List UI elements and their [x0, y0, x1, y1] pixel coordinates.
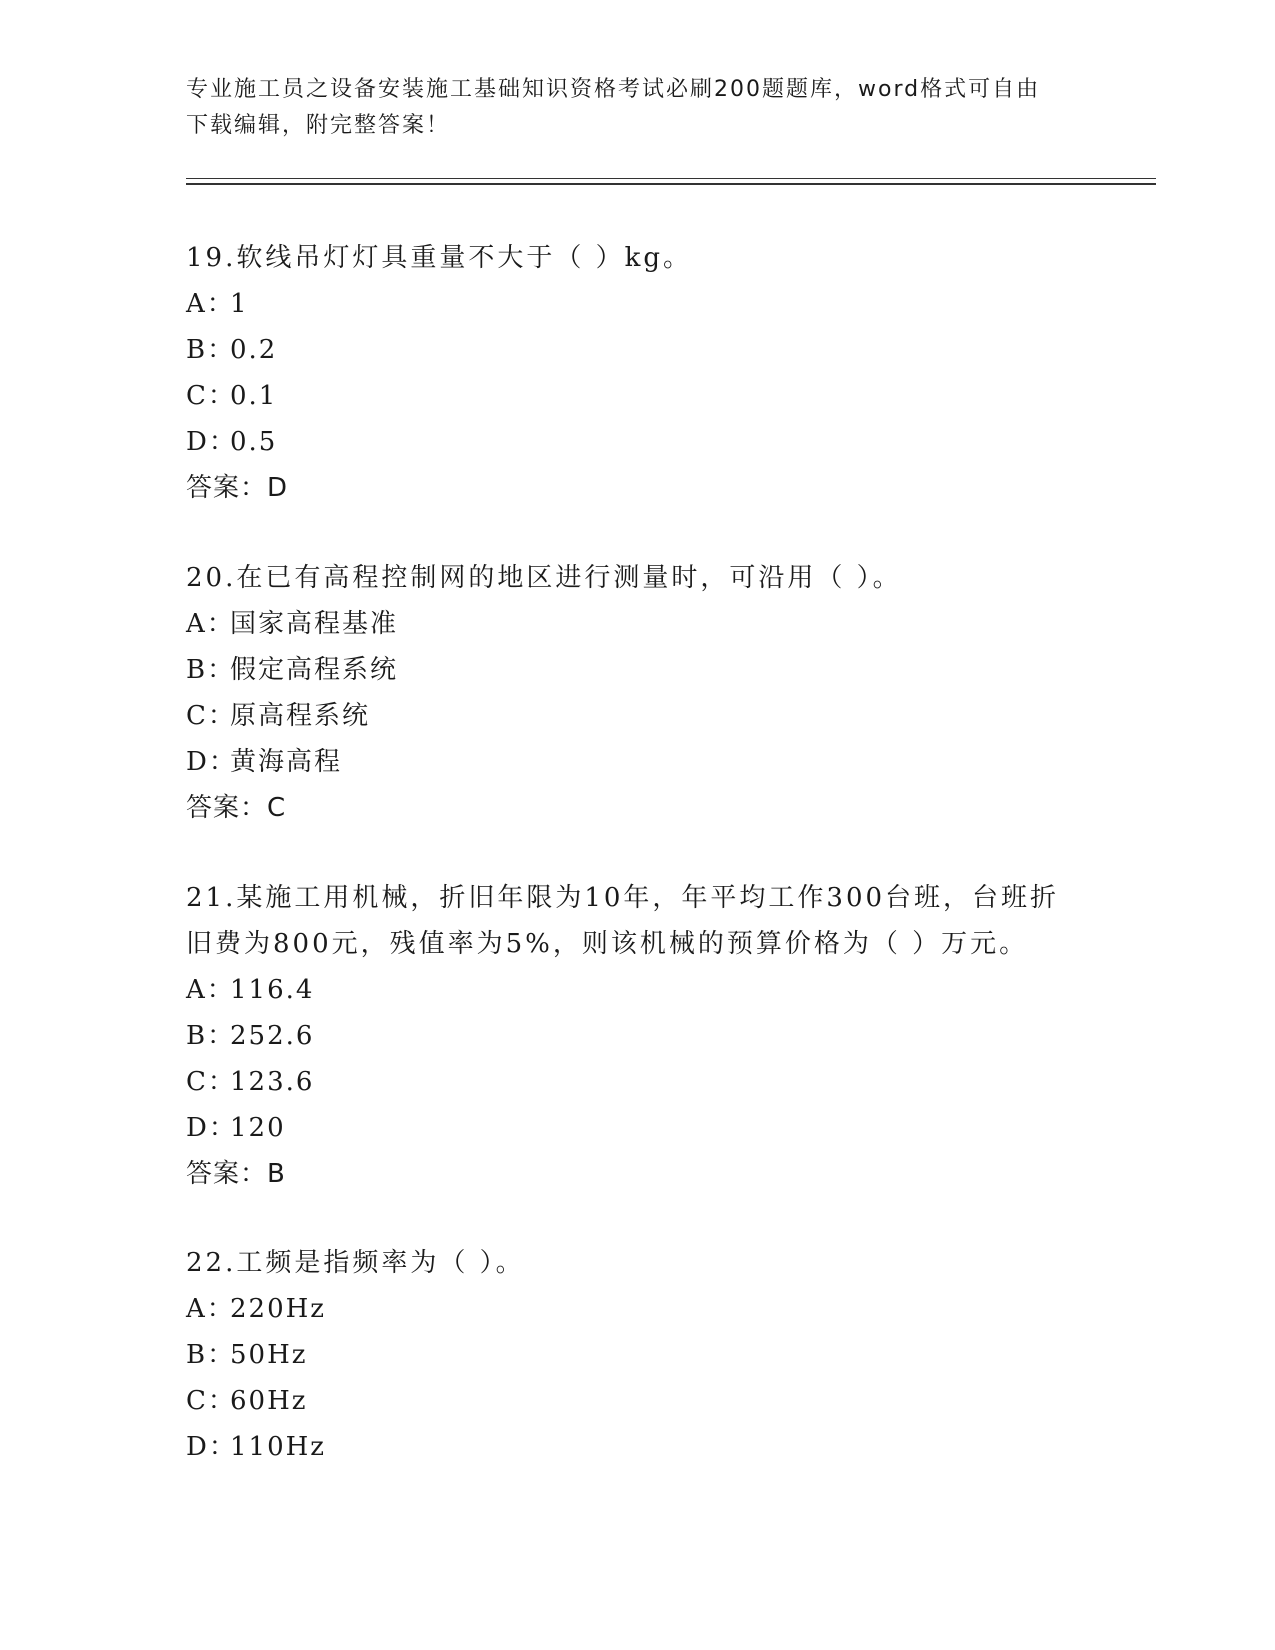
question-stem: 19.软线吊灯灯具重量不大于（ ）kg。 [186, 243, 693, 273]
option-text: 60Hz [230, 1386, 308, 1416]
option-d [186, 1105, 1086, 1151]
option-key: C： [186, 1067, 236, 1097]
option-c [186, 693, 1086, 739]
question-22 [186, 1240, 1086, 1470]
option-c [186, 1059, 1086, 1105]
option-key: D： [186, 427, 237, 457]
option-a [186, 1286, 1086, 1332]
option-c [186, 1378, 1086, 1424]
option-a [186, 281, 1086, 327]
option-b [186, 1332, 1086, 1378]
option-key: A： [186, 609, 235, 639]
option-key: C： [186, 1386, 236, 1416]
option-c [186, 373, 1086, 419]
header-divider-thin [186, 178, 1156, 179]
question-stem: 20.在已有高程控制网的地区进行测量时，可沿用（ ）。 [186, 563, 902, 593]
option-text: 国家高程基准 [230, 609, 399, 639]
option-b [186, 327, 1086, 373]
option-text: 0.2 [230, 335, 278, 365]
option-d [186, 1424, 1086, 1470]
option-text: 0.1 [230, 381, 278, 411]
option-key: B： [186, 335, 236, 365]
answer-line: 答案：B [186, 1159, 286, 1189]
option-text: 黄海高程 [230, 747, 343, 777]
option-b [186, 647, 1086, 693]
option-text: 116.4 [230, 975, 315, 1005]
option-text: 假定高程系统 [230, 655, 399, 685]
option-key: D： [186, 747, 237, 777]
header-line-1: 专业施工员之设备安装施工基础知识资格考试必刷200题题库，word格式可自由 [186, 77, 1041, 102]
option-key: A： [186, 975, 235, 1005]
header-line-2: 下载编辑，附完整答案！ [186, 113, 451, 138]
question-21 [186, 875, 1086, 1197]
option-b [186, 1013, 1086, 1059]
option-key: B： [186, 1021, 236, 1051]
option-d [186, 419, 1086, 465]
question-20 [186, 555, 1086, 831]
option-key: C： [186, 701, 236, 731]
option-a [186, 601, 1086, 647]
header-divider-thick [186, 183, 1156, 185]
option-key: D： [186, 1432, 237, 1462]
option-text: 123.6 [230, 1067, 315, 1097]
option-text: 120 [230, 1113, 286, 1143]
question-stem: 22.工频是指频率为（ ）。 [186, 1248, 525, 1278]
question-stem: 21.某施工用机械，折旧年限为10年，年平均工作300台班，台班折旧费为800元，残值率为5%，则该机械的预算价格为（ ）万元。 [186, 883, 1060, 959]
option-text: 110Hz [230, 1432, 326, 1462]
option-a [186, 967, 1086, 1013]
option-key: C： [186, 381, 236, 411]
option-d [186, 739, 1086, 785]
option-key: A： [186, 1294, 235, 1324]
option-text: 220Hz [230, 1294, 326, 1324]
option-key: A： [186, 289, 235, 319]
option-key: D： [186, 1113, 237, 1143]
option-text: 1 [230, 289, 249, 319]
option-key: B： [186, 655, 236, 685]
question-19 [186, 235, 1086, 511]
option-text: 0.5 [230, 427, 278, 457]
answer-line: 答案：C [186, 793, 287, 823]
document-header [186, 72, 1086, 144]
option-key: B： [186, 1340, 236, 1370]
answer-line: 答案：D [186, 473, 289, 503]
option-text: 50Hz [230, 1340, 308, 1370]
option-text: 252.6 [230, 1021, 315, 1051]
option-text: 原高程系统 [230, 701, 371, 731]
